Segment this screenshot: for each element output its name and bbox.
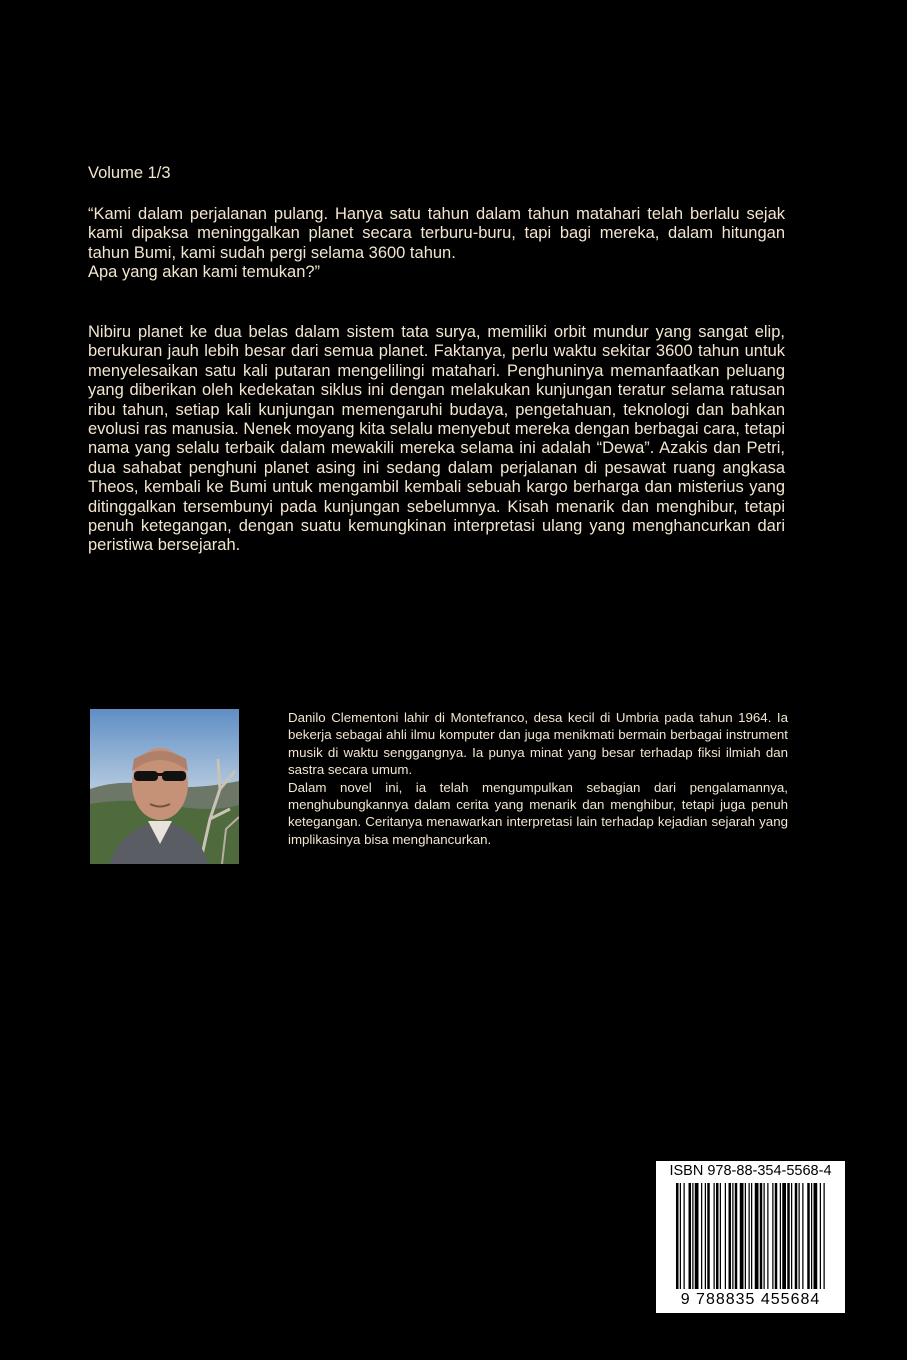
barcode-bar xyxy=(802,1183,803,1289)
barcode-bar xyxy=(732,1183,733,1289)
barcode-bar xyxy=(767,1183,768,1289)
barcode-bars xyxy=(676,1183,826,1289)
barcode-bar xyxy=(772,1183,773,1289)
author-bio-paragraph: Dalam novel ini, ia telah mengumpulkan sebagian dari pengalamannya, menghubungkannya dalam cerita yang menarik dan menghibur, tetapi juga penuh ketegangan. Ceritanya menawarkan interpretasi lain terhadap kejadian sejarah yang implikasinya bisa menghancurkan. xyxy=(288,779,788,847)
isbn-barcode xyxy=(656,1161,845,1313)
barcode-bar xyxy=(716,1183,719,1289)
barcode-bar xyxy=(676,1183,679,1289)
barcode-bar xyxy=(749,1183,750,1289)
barcode-bar xyxy=(775,1183,778,1289)
barcode-bar xyxy=(814,1183,818,1289)
barcode-bar xyxy=(745,1183,746,1289)
quote-text: “Kami dalam perjalanan pulang. Hanya satu tahun dalam tahun matahari telah berlalu sejak kami dipaksa meninggalkan planet secara terburu-buru, tapi bagi mereka, dalam hitungan tahun Bumi, kami sudah pergi selama 3600 tahun. xyxy=(88,205,785,262)
barcode-bar xyxy=(824,1183,825,1289)
barcode-bar xyxy=(795,1183,798,1289)
barcode-bar xyxy=(714,1183,715,1289)
barcode-bar xyxy=(807,1183,810,1289)
barcode-bar xyxy=(782,1183,786,1289)
barcode-bar xyxy=(729,1183,732,1289)
author-bio-paragraph: Danilo Clementoni lahir di Montefranco, desa kecil di Umbria pada tahun 1964. Ia bekerja sebagai ahli ilmu komputer dan juga menikmati bermain berbagai instrument musik di waktu senggangnya. Ia punya minat yang besar terhadap fiksi ilmiah dan sastra secara umum. xyxy=(288,710,788,778)
barcode-bar xyxy=(725,1183,726,1289)
barcode-bar xyxy=(740,1183,744,1289)
barcode-bar xyxy=(720,1183,721,1289)
barcode-bar xyxy=(695,1183,699,1289)
barcode-bar xyxy=(701,1183,702,1289)
barcode-bar xyxy=(764,1183,765,1289)
barcode-bar xyxy=(689,1183,692,1289)
volume-label: Volume 1/3 xyxy=(88,164,171,182)
barcode-bar xyxy=(707,1183,710,1289)
barcode-bar xyxy=(787,1183,790,1289)
barcode-bar xyxy=(811,1183,812,1289)
barcode-bar xyxy=(751,1183,752,1289)
barcode-bar xyxy=(791,1183,792,1289)
barcode-bar xyxy=(680,1183,681,1289)
barcode-bar xyxy=(799,1183,800,1289)
back-cover-quote xyxy=(88,205,785,283)
synopsis: Nibiru planet ke dua belas dalam sistem tata surya, memiliki orbit mundur yang sangat elip, berukuran jauh lebih besar dari semua planet. Faktanya, perlu waktu sekitar 3600 tahun untuk menyelesaikan satu kali putaran mengelilingi matahari. Penghuninya memanfaatkan peluang yang diberikan oleh kedekatan siklus ini dengan melakukan kunjungan teratur selama ratusan ribu tahun, setiap kali kunjungan memengaruhi budaya, pengetahuan, teknologi dan bahkan evolusi ras manusia. Nenek moyang kita selalu menyebut mereka dengan berbagai cara, tetapi nama yang selalu terbaik dalam mewakili mereka selama ini adalah “Dewa”. Azakis dan Petri, dua sahabat penghuni planet asing ini sedang dalam perjalanan di pesawat ruang angkasa Theos, kembali ke Bumi untuk mengambil kembali sebuah kargo berharga dan misterius yang ditinggalkan tersembunyi pada kunjungan sebelumnya. Kisah menarik dan menghibur, tetapi penuh ketegangan, dengan suatu kemungkinan interpretasi ulang yang menghancurkan dari peristiwa bersejarah. xyxy=(88,323,785,555)
barcode-bar xyxy=(755,1183,759,1289)
author-photo xyxy=(90,709,239,864)
barcode-bar xyxy=(705,1183,706,1289)
quote-question: Apa yang akan kami temukan?” xyxy=(88,263,321,282)
barcode-bar xyxy=(684,1183,685,1289)
barcode-digits: 9 788835 455684 xyxy=(680,1291,821,1308)
barcode-bar xyxy=(780,1183,781,1289)
barcode-bar xyxy=(820,1183,821,1289)
barcode-bar xyxy=(735,1183,738,1289)
barcode-bar xyxy=(692,1183,693,1289)
barcode-bar xyxy=(760,1183,763,1289)
author-bio xyxy=(288,709,788,848)
isbn-number: ISBN 978-88-354-5568-4 xyxy=(669,1163,832,1179)
